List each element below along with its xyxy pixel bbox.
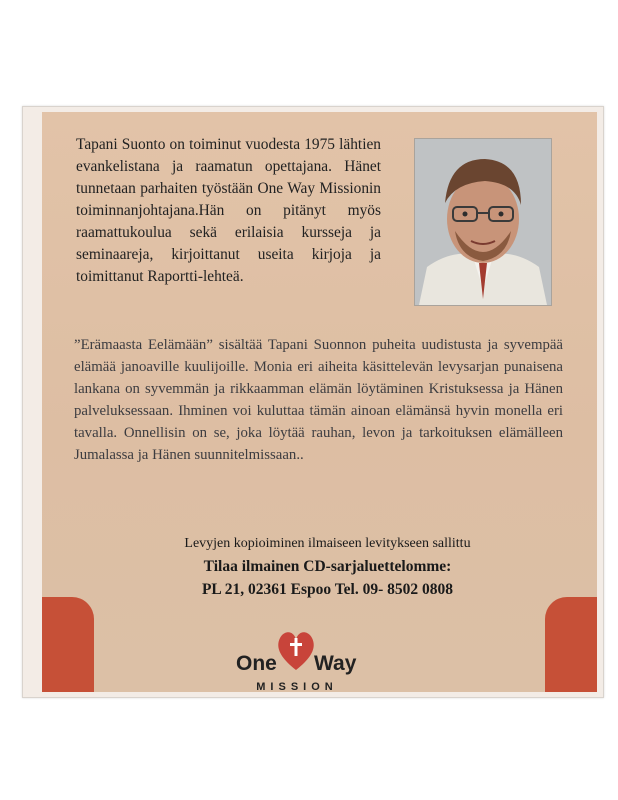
corner-accent-left xyxy=(42,597,94,692)
logo-word-way: Way xyxy=(314,652,357,675)
logo-word-mission: MISSION xyxy=(256,681,338,692)
corner-accent-right xyxy=(545,597,597,692)
logo-word-one: One xyxy=(236,652,277,675)
author-portrait-illustration xyxy=(415,139,551,305)
address-line: PL 21, 02361 Espoo Tel. 09- 8502 0808 xyxy=(201,581,454,598)
heart-cross-icon xyxy=(276,626,316,674)
author-photo xyxy=(414,138,552,306)
author-bio: Tapani Suonto on toiminut vuodesta 1975 lähtien evankelistana ja raamatun opettajana. Hänet tunnetaan parhaiten työstään One Way Missionin toiminnanjohtajana.Hän on pitänyt myös raamattukoulua sekä erilaisia kursseja ja seminaareja, kirjoittanut useita kirjoja ja toimittanut Raportti-lehteä. xyxy=(76,136,381,285)
one-way-mission-logo xyxy=(232,622,362,692)
cd-back-card xyxy=(42,112,597,692)
order-line: Tilaa ilmainen CD-sarjaluettelomme: xyxy=(203,558,452,575)
album-description: ”Erämaasta Eelämään” sisältää Tapani Suonnon puheita uudistusta ja syvempää elämää janoaville kuulijoille. Monia eri aiheita käsittelevän levysarjan punaisena lankana on syvemmän ja rikkaamman elämän löytäminen Kristuksessa ja Hänen palveluksessaan. Ihminen voi kuluttaa tämän ainoan elämänsä hyvin monella eri tavalla. Onnellisin on se, joka löytää rauhan, levon ja tarkoituksen elämälleen Jumalassa ja Hänen suunnitelmissaan.. xyxy=(74,337,563,463)
copy-notice: Levyjen kopioiminen ilmaiseen levitykseen sallittu xyxy=(184,536,471,551)
